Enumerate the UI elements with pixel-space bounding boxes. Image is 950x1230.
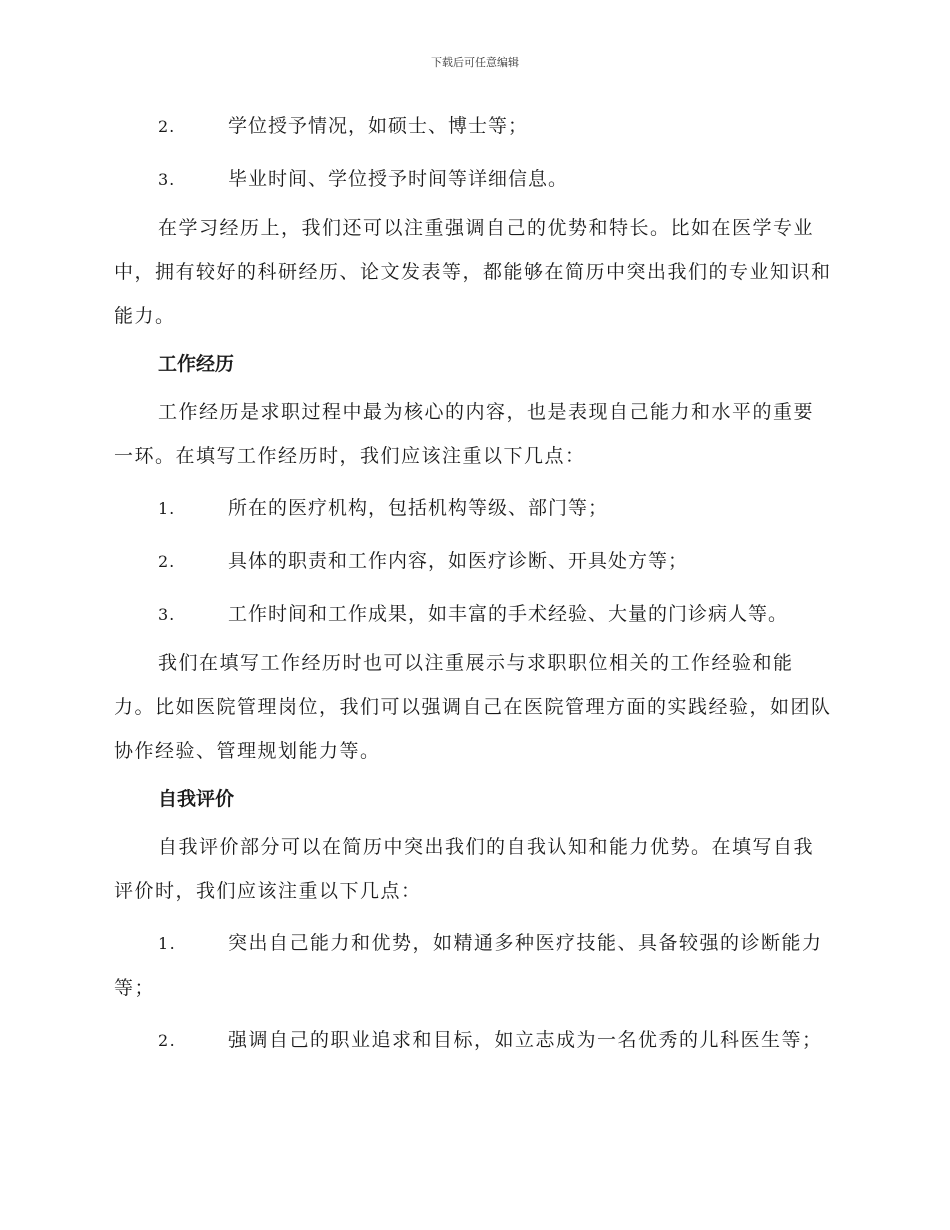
- list-item: [114, 539, 834, 584]
- document-body: [114, 104, 834, 1063]
- list-number: 1.: [158, 499, 176, 518]
- list-item: [114, 921, 834, 1010]
- list-number: 2.: [158, 552, 176, 571]
- list-number: 3.: [158, 170, 176, 189]
- list-text: 工作时间和工作成果，如丰富的手术经验、大量的门诊病人等。: [228, 603, 789, 625]
- list-text: 突出自己能力和优势，如精通多种医疗技能、具备较强的诊断能力等；: [114, 932, 823, 999]
- list-number: 3.: [158, 605, 176, 624]
- self-intro-paragraph: 自我评价部分可以在简历中突出我们的自我认知和能力优势。在填写自我评价时，我们应该注重以下几点：: [114, 836, 815, 902]
- list-text: 毕业时间、学位授予时间等详细信息。: [228, 168, 569, 190]
- list-text: 具体的职责和工作内容，如医疗诊断、开具处方等；: [228, 550, 689, 572]
- list-number: 1.: [158, 934, 177, 953]
- list-item: [114, 592, 834, 637]
- section-heading-self-evaluation: 自我评价: [158, 788, 235, 810]
- list-item: [114, 486, 834, 531]
- list-item: [114, 1018, 834, 1063]
- work-paragraph: 我们在填写工作经历时也可以注重展示与求职职位相关的工作经验和能力。比如医院管理岗位，我们可以强调自己在医院管理方面的实践经验，如团队协作经验、管理规划能力等。: [114, 652, 832, 762]
- education-paragraph: 在学习经历上，我们还可以注重强调自己的优势和特长。比如在医学专业中，拥有较好的科研经历、论文发表等，都能够在简历中突出我们的专业知识和能力。: [114, 217, 832, 327]
- list-item: [114, 104, 834, 149]
- list-number: 2.: [158, 1031, 177, 1050]
- section-heading-work: 工作经历: [158, 353, 235, 375]
- list-number: 2.: [158, 117, 176, 136]
- work-intro-paragraph: 工作经历是求职过程中最为核心的内容，也是表现自己能力和水平的重要一环。在填写工作经历时，我们应该注重以下几点：: [114, 401, 815, 467]
- list-item: [114, 157, 834, 202]
- list-text: 强调自己的职业追求和目标，如立志成为一名优秀的儿科医生等；: [228, 1029, 823, 1051]
- list-text: 所在的医疗机构，包括机构等级、部门等；: [228, 497, 609, 519]
- page-header: 下载后可任意编辑: [431, 56, 519, 69]
- list-text: 学位授予情况，如硕士、博士等；: [228, 115, 529, 137]
